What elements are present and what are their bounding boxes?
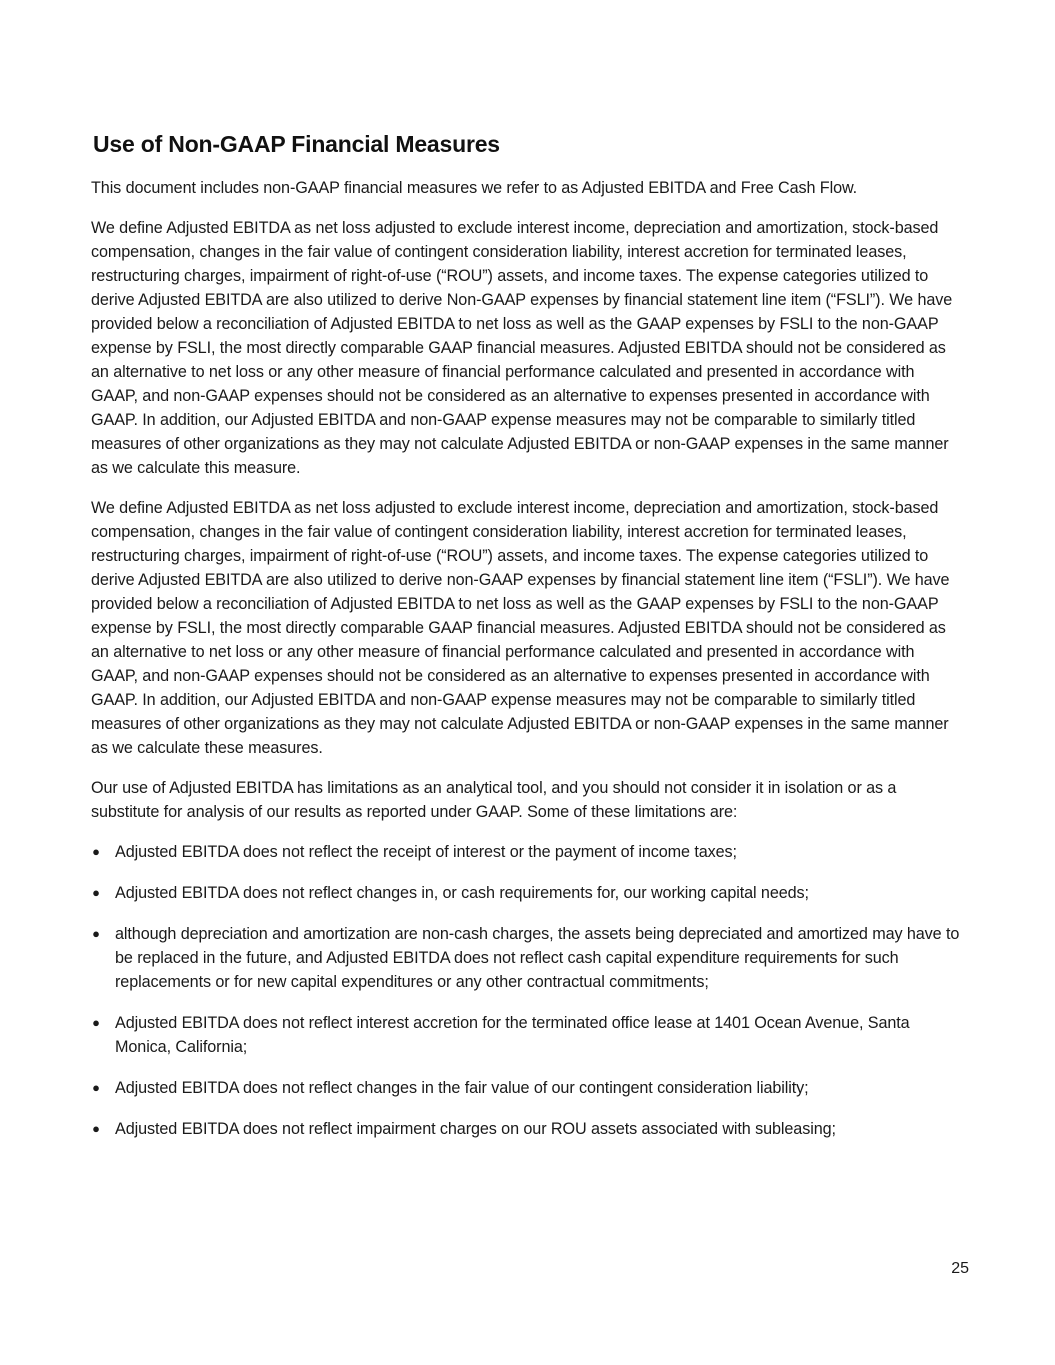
bullet-icon: ● <box>92 844 100 859</box>
list-item <box>91 840 963 864</box>
list-item-text: Adjusted EBITDA does not reflect impairment charges on our ROU assets associated with subleasing; <box>115 1120 836 1138</box>
list-item-text: Adjusted EBITDA does not reflect the receipt of interest or the payment of income taxes; <box>115 843 737 861</box>
bullet-icon: ● <box>92 1015 100 1030</box>
intro-paragraph: This document includes non-GAAP financial measures we refer to as Adjusted EBITDA and Free Cash Flow. <box>91 179 858 197</box>
list-item-text: although depreciation and amortization are non-cash charges, the assets being depreciated and amortized may have to be replaced in the future, and Adjusted EBITDA does not reflect cash capital expenditure requirements for such replacements or for new capital expenditures or any other contractual commitments; <box>115 925 960 991</box>
list-item-text: Adjusted EBITDA does not reflect changes in, or cash requirements for, our working capital needs; <box>115 884 809 902</box>
limitations-list <box>91 840 963 1141</box>
bullet-icon: ● <box>92 1121 100 1136</box>
bullet-icon: ● <box>92 1080 100 1095</box>
list-item <box>91 1117 963 1141</box>
list-item <box>91 1011 963 1059</box>
list-item-text: Adjusted EBITDA does not reflect changes in the fair value of our contingent consideration liability; <box>115 1079 809 1097</box>
bullet-icon: ● <box>92 885 100 900</box>
list-item-text: Adjusted EBITDA does not reflect interest accretion for the terminated office lease at 1401 Ocean Avenue, Santa Monica, California; <box>115 1014 910 1056</box>
limitations-intro-paragraph: Our use of Adjusted EBITDA has limitations as an analytical tool, and you should not consider it in isolation or as a substitute for analysis of our results as reported under GAAP. Some of these limitations are: <box>91 779 897 821</box>
list-item <box>91 881 963 905</box>
page-number: 25 <box>951 1260 969 1277</box>
adjusted-ebitda-definition-paragraph: We define Adjusted EBITDA as net loss adjusted to exclude interest income, depreciation and amortization, stock-based compensation, changes in the fair value of contingent consideration liability, interest accretion for terminated leases, restructuring charges, impairment of right-of-use (“ROU”) assets, and income taxes. The expense categories utilized to derive Adjusted EBITDA are also utilized to derive Non-GAAP expenses by financial statement line item (“FSLI”). We have provided below a reconciliation of Adjusted EBITDA to net loss as well as the GAAP expenses by FSLI to the non-GAAP expense by FSLI, the most directly comparable GAAP financial measures. Adjusted EBITDA should not be considered as an alternative to net loss or any other measure of financial performance calculated and presented in accordance with GAAP, and non-GAAP expenses should not be considered as an alternative to expenses presented in accordance with GAAP. In addition, our Adjusted EBITDA and non-GAAP expense measures may not be comparable to similarly titled measures of other organizations as they may not calculate Adjusted EBITDA or non-GAAP expenses in the same manner as we calculate this measure. <box>91 219 953 477</box>
list-item <box>91 922 963 994</box>
document-page <box>91 128 963 1158</box>
list-item <box>91 1076 963 1100</box>
bullet-icon: ● <box>92 926 100 941</box>
adjusted-ebitda-definition-paragraph-repeat: We define Adjusted EBITDA as net loss adjusted to exclude interest income, depreciation and amortization, stock-based compensation, changes in the fair value of contingent consideration liability, interest accretion for terminated leases, restructuring charges, impairment of right-of-use (“ROU”) assets, and income taxes. The expense categories utilized to derive Adjusted EBITDA are also utilized to derive non-GAAP expenses by financial statement line item (“FSLI”). We have provided below a reconciliation of Adjusted EBITDA to net loss as well as the GAAP expenses by FSLI to the non-GAAP expense by FSLI, the most directly comparable GAAP financial measures. Adjusted EBITDA should not be considered as an alternative to net loss or any other measure of financial performance calculated and presented in accordance with GAAP, and non-GAAP expenses should not be considered as an alternative to expenses presented in accordance with GAAP. In addition, our Adjusted EBITDA and non-GAAP expense measures may not be comparable to similarly titled measures of other organizations as they may not calculate Adjusted EBITDA or non-GAAP expenses in the same manner as we calculate these measures. <box>91 499 950 757</box>
section-heading: Use of Non-GAAP Financial Measures <box>93 131 500 157</box>
